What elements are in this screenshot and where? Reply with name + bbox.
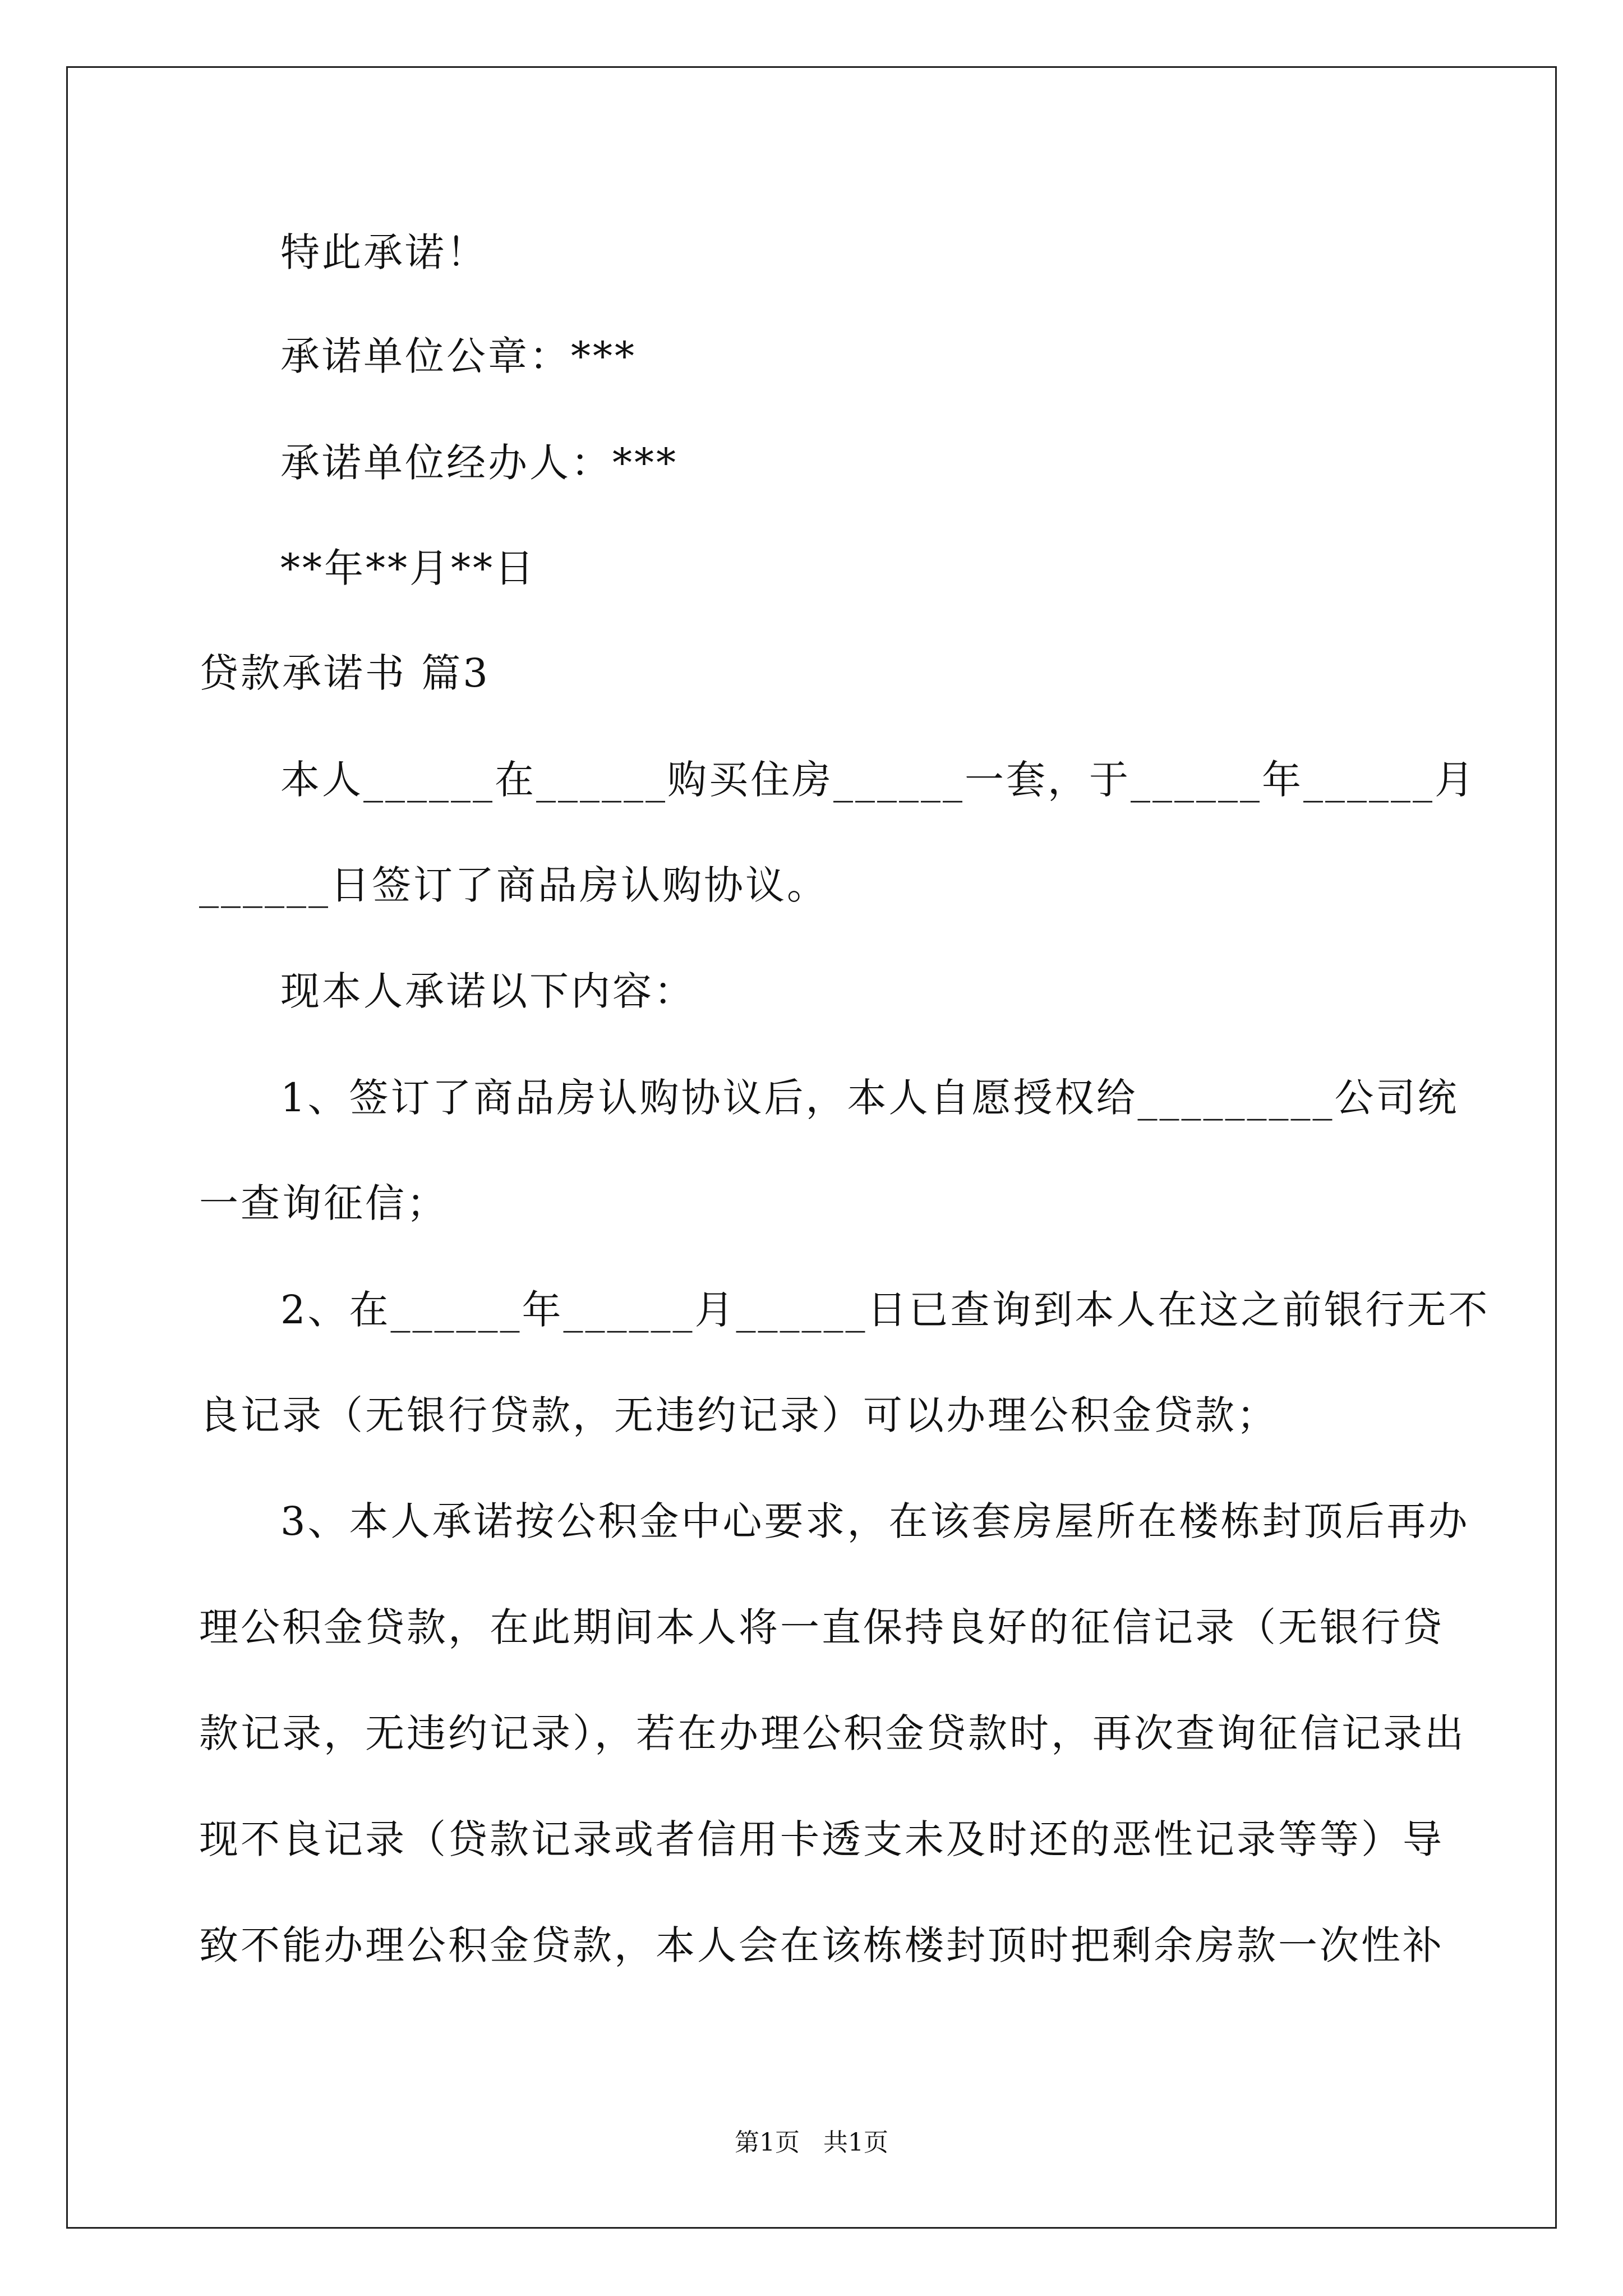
paragraph-line: 1、签订了商品房认购协议后，本人自愿授权给_________公司统	[280, 1075, 1459, 1121]
date-line: **年**月**日	[280, 545, 536, 591]
paragraph-line: 现本人承诺以下内容：	[280, 968, 695, 1014]
paragraph-line: 3、本人承诺按公积金中心要求，在该套房屋所在楼栋封顶后再办	[280, 1498, 1470, 1544]
paragraph-line: ______日签订了商品房认购协议。	[199, 862, 828, 908]
paragraph-line: 现不良记录（贷款记录或者信用卡透支未及时还的恶性记录等等）导	[199, 1816, 1444, 1862]
paragraph-line: 理公积金贷款，在此期间本人将一直保持良好的征信记录（无银行贷	[199, 1604, 1444, 1650]
page-frame	[66, 66, 1557, 2229]
company-agent-line: 承诺单位经办人：***	[280, 440, 678, 486]
company-seal-line: 承诺单位公章：***	[280, 333, 637, 379]
paragraph-line: 本人______在______购买住房______一套，于______年______月	[280, 757, 1476, 803]
paragraph-line: 2、在______年______月______日已查询到本人在这之前银行无不	[280, 1287, 1490, 1333]
paragraph-line: 款记录，无违约记录），若在办理公积金贷款时，再次查询征信记录出	[199, 1710, 1466, 1756]
closing-statement: 特此承诺！	[280, 229, 488, 275]
paragraph-line: 良记录（无银行贷款，无违约记录）可以办理公积金贷款；	[199, 1392, 1278, 1438]
paragraph-line: 致不能办理公积金贷款，本人会在该栋楼封顶时把剩余房款一次性补	[199, 1922, 1444, 1968]
section-heading: 贷款承诺书 篇3	[199, 650, 490, 696]
page-footer: 第1页 共1页	[735, 2128, 888, 2157]
paragraph-line: 一查询征信；	[199, 1180, 448, 1226]
